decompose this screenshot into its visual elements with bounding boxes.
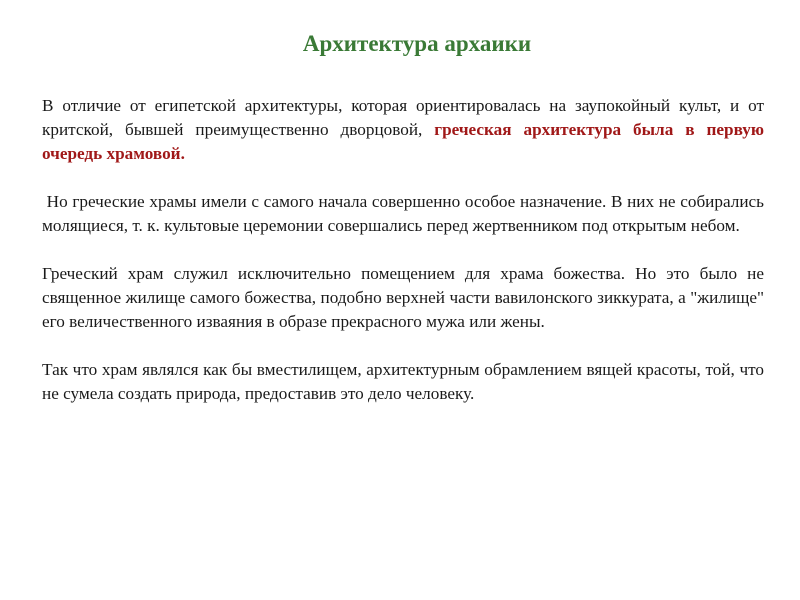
paragraph-1 xyxy=(42,94,764,166)
slide-title: Архитектура архаики xyxy=(302,31,532,56)
paragraph-2: Но греческие храмы имели с самого начала совершенно особое назначение. В них не собирались молящиеся, т. к. культовые церемонии совершались перед жертвенником под открытым небом. xyxy=(42,192,769,235)
slide-body xyxy=(42,94,769,430)
paragraph-1-highlight: греческая архитектура была в первую очередь храмовой. xyxy=(42,120,764,163)
paragraph-4: Так что храм являлся как бы вместилищем, архитектурным обрамлением вящей красоты, той, что не сумела создать природа, предоставив это дело человеку. xyxy=(42,360,764,403)
paragraph-3: Греческий храм служил исключительно помещением для храма божества. Но это было не священное жилище самого божества, подобно верхней части вавилонского зиккурата, а "жилище" его величественного изваяния в образе прекрасного мужа или жены. xyxy=(42,264,764,331)
paragraph-1-text: В отличие от египетской архитектуры, которая ориентировалась на заупокойный культ, и от критской, бывшей преимущественно дворцовой, xyxy=(42,96,764,139)
